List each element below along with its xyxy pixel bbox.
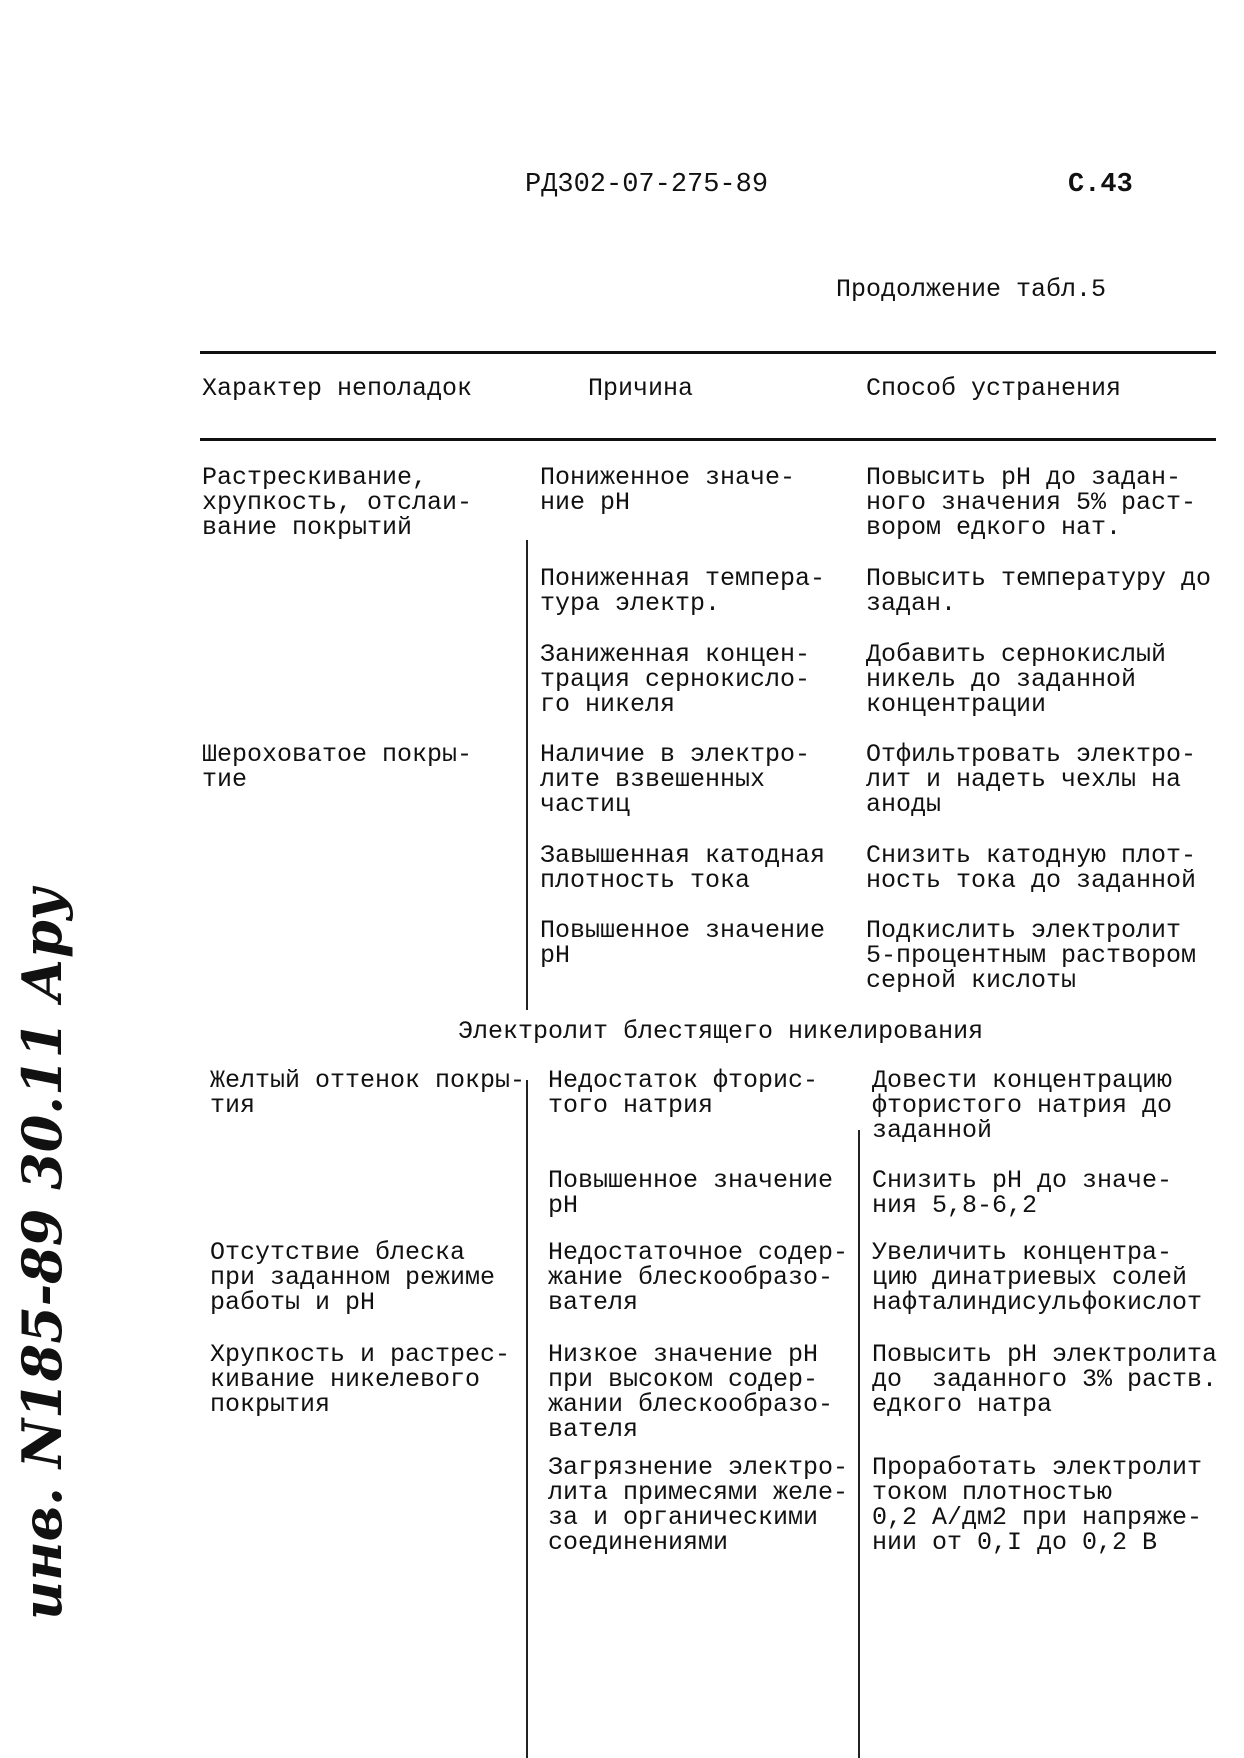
table-cell-cause: Недостаточное содер- жание блескообразо- вателя	[548, 1238, 849, 1317]
table-cell-remedy: Повысить температуру до задан.	[866, 564, 1212, 618]
table-cell-fault: Желтый оттенок покры- тия	[210, 1066, 526, 1120]
table-cell-cause: Наличие в электро- лите взвешенных частиц	[540, 740, 811, 819]
table-cell-fault: Отсутствие блеска при заданном режиме работы и pH	[210, 1238, 496, 1317]
table-cell-remedy: Снизить pH до значе- ния 5,8-6,2	[872, 1166, 1173, 1220]
table-cell-fault: Хрупкость и растрес- кивание никелевого покрытия	[210, 1340, 511, 1419]
table-cell-cause: Повышенное значение pH	[548, 1166, 834, 1220]
table-cell-remedy: Проработать электролит током плотностью 0,2 А/дм2 при напряже- нии от 0,I до 0,2 В	[872, 1453, 1203, 1557]
table-cell-remedy: Довести концентрацию фтористого натрия до заданной	[872, 1066, 1173, 1145]
page-number: С.43	[1068, 170, 1133, 200]
column-header-remedy: Способ устранения	[866, 374, 1122, 403]
table-cell-remedy: Подкислить электролит 5-процентным раствором серной кислоты	[866, 916, 1197, 995]
column-separator	[526, 1080, 528, 1758]
table-continuation-label: Продолжение табл.5	[836, 275, 1107, 304]
table-cell-cause: Пониженное значе- ние pH	[540, 463, 796, 517]
table-cell-cause: Недостаток фторис- того натрия	[548, 1066, 819, 1120]
table-cell-cause: Повышенное значение pH	[540, 916, 826, 970]
table-cell-fault: Шероховатое покры- тие	[202, 740, 473, 794]
document-code: РД302-07-275-89	[525, 170, 769, 200]
table-top-rule	[200, 351, 1216, 354]
column-header-fault: Характер неполадок	[202, 374, 473, 403]
column-header-cause: Причина	[588, 374, 694, 403]
header-bottom-rule	[200, 438, 1216, 441]
column-separator	[526, 540, 528, 1010]
table-cell-remedy: Повысить pH до задан- ного значения 5% раст- вором едкого нат.	[866, 463, 1197, 542]
table-cell-remedy: Добавить сернокислый никель до заданной концентрации	[866, 640, 1167, 719]
table-cell-remedy: Снизить катодную плот- ность тока до заданной	[866, 841, 1197, 895]
margin-inventory-stamp: инв. N185-89 30.11 Ару	[10, 887, 74, 1620]
table-cell-cause: Низкое значение pH при высоком содер- жании блескообразо- вателя	[548, 1340, 834, 1444]
table-cell-cause: Пониженная темпера- тура электр.	[540, 564, 826, 618]
table-cell-remedy: Увеличить концентра- цию динатриевых солей нафталиндисульфокислот	[872, 1238, 1203, 1317]
table-cell-cause: Загрязнение электро- лита примесями желе- за и органическими соединениями	[548, 1453, 849, 1557]
table-cell-remedy: Повысить pH электролита до заданного 3% раств. едкого натра	[872, 1340, 1218, 1419]
table-cell-remedy: Отфильтровать электро- лит и надеть чехлы на аноды	[866, 740, 1197, 819]
table-cell-fault: Растрескивание, хрупкость, отслаи- вание покрытий	[202, 463, 473, 542]
column-separator	[858, 1130, 860, 1758]
table-cell-cause: Завышенная катодная плотность тока	[540, 841, 826, 895]
section-title: Электролит блестящего никелирования	[458, 1017, 984, 1046]
table-cell-cause: Заниженная концен- трация сернокисло- го никеля	[540, 640, 811, 719]
